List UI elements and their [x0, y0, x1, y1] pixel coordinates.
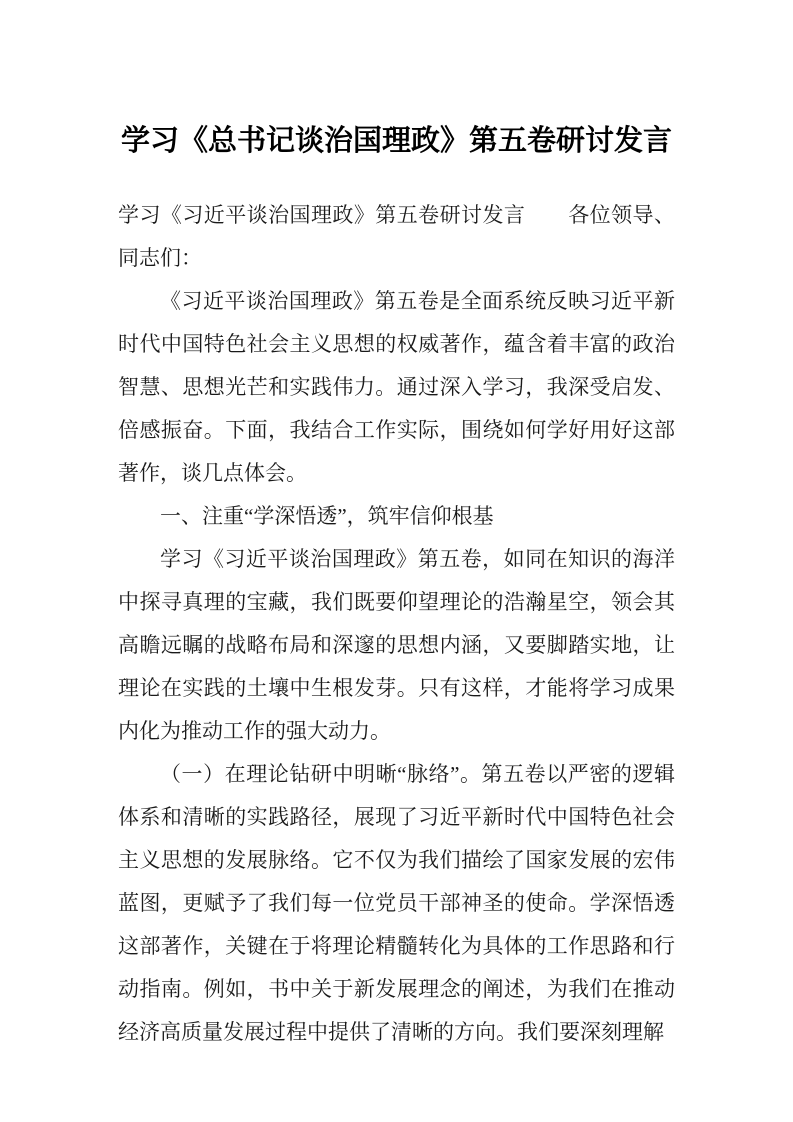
- paragraph-subsection1-body: （一）在理论钻研中明晰“脉络”。第五卷以严密的逻辑体系和清晰的实践路径，展现了习近平新时代中国特色社会主义思想的发展脉络。它不仅为我们描绘了国家发展的宏伟蓝图，更赋予了我们每一位党员干部神圣的使命。学深悟透这部著作，关键在于将理论精髓转化为具体的工作思路和行动指南。例如，书中关于新发展理念的阐述，为我们在推动经济高质量发展过程中提供了清晰的方向。我们要深刻理解: [118, 762, 675, 1044]
- document-title: 学习《总书记谈治国理政》第五卷研讨发言: [120, 125, 672, 157]
- section-heading-1: 一、注重“学深悟透”，筑牢信仰根基: [160, 504, 494, 528]
- paragraph-salutation: 学习《习近平谈治国理政》第五卷研讨发言 各位领导、同志们：: [118, 203, 675, 270]
- paragraph-section1-body: 学习《习近平谈治国理政》第五卷，如同在知识的海洋中探寻真理的宝藏，我们既要仰望理论的浩瀚星空，领会其高瞻远瞩的战略布局和深邃的思想内涵，又要脚踏实地，让理论在实践的土壤中生根发芽。只有这样，才能将学习成果内化为推动工作的强大动力。: [118, 547, 675, 743]
- paragraph-introduction: 《习近平谈治国理政》第五卷是全面系统反映习近平新时代中国特色社会主义思想的权威著作，蕴含着丰富的政治智慧、思想光芒和实践伟力。通过深入学习，我深受启发、倍感振奋。下面，我结合工作实际，围绕如何学好用好这部著作，谈几点体会。: [118, 289, 675, 485]
- document-body: [118, 194, 675, 1054]
